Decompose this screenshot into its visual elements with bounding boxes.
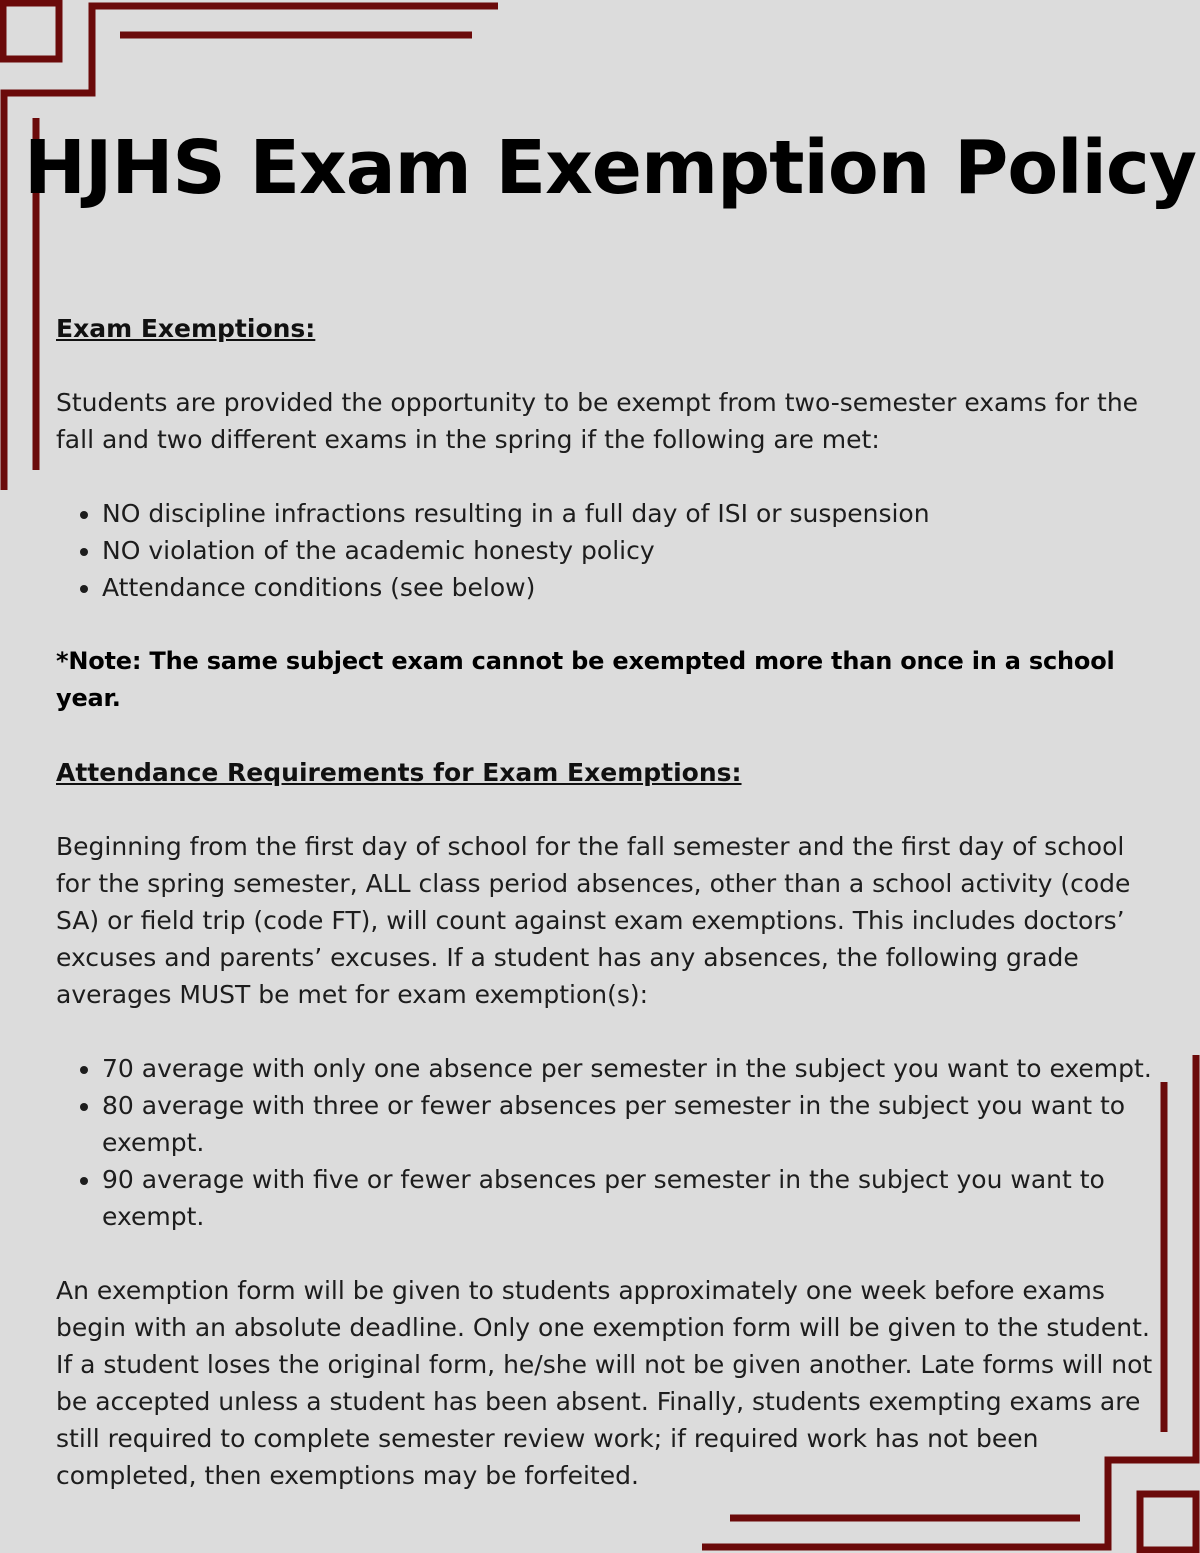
list-item: • Attendance conditions (see below) bbox=[102, 569, 1166, 606]
policy-content bbox=[56, 310, 1166, 1494]
list-item: • NO violation of the academic honesty policy bbox=[102, 532, 1166, 569]
list-item: • 80 average with three or fewer absences per semester in the subject you want to exempt. bbox=[102, 1087, 1166, 1161]
exemption-note: *Note: The same subject exam cannot be exempted more than once in a school year. bbox=[56, 647, 1115, 712]
exemption-conditions-list bbox=[56, 495, 1166, 606]
grade-requirements-list bbox=[56, 1050, 1166, 1235]
frame-square-bottom-right bbox=[1140, 1494, 1196, 1550]
attendance-body: Beginning from the first day of school for the fall semester and the first day of school for the spring semester, ALL class period absences, other than a school activity (code SA) or field trip (code FT), will count against exam exemptions. This includes doctors’ excuses and parents’ excuses. If a student has any absences, the following grade averages MUST be met for exam exemption(s): bbox=[56, 832, 1131, 1009]
exemptions-intro: Students are provided the opportunity to be exempt from two-semester exams for the fall and two different exams in the spring if the following are met: bbox=[56, 388, 1139, 454]
list-item: • 70 average with only one absence per semester in the subject you want to exempt. bbox=[102, 1050, 1166, 1087]
list-item: • NO discipline infractions resulting in a full day of ISI or suspension bbox=[102, 495, 1166, 532]
exam-exemptions-heading: Exam Exemptions: bbox=[56, 314, 316, 343]
exemption-form-paragraph: An exemption form will be given to students approximately one week before exams begin with an absolute deadline. Only one exemption form will be given to the student. If a student loses the original form, he/she will not be given another. Late forms will not be accepted unless a student has been absent. Finally, students exempting exams are still required to complete semester review work; if required work has not been completed, then exemptions may be forfeited. bbox=[56, 1276, 1153, 1490]
attendance-requirements-heading: Attendance Requirements for Exam Exemptions: bbox=[56, 758, 742, 787]
page-title: HJHS Exam Exemption Policy bbox=[23, 125, 1197, 211]
list-item: • 90 average with five or fewer absences per semester in the subject you want to exempt. bbox=[102, 1161, 1166, 1235]
frame-square-top-left bbox=[3, 3, 59, 59]
